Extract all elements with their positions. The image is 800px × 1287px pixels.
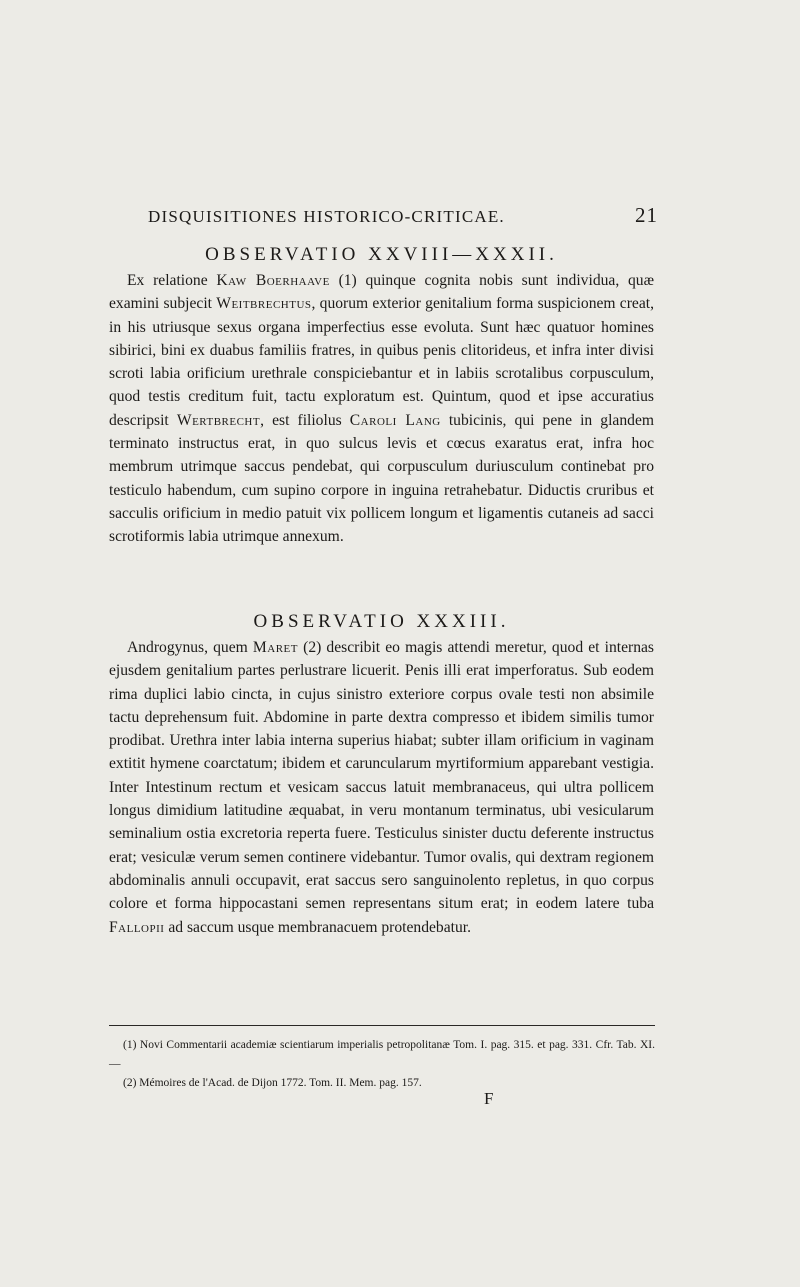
observation-paragraph: [109, 636, 654, 939]
footnote-rule: [109, 1025, 655, 1026]
footnote: (2) Mémoires de l'Acad. de Dijon 1772. Tom. II. Mem. pag. 157.: [123, 1077, 422, 1089]
page-number: 21: [635, 203, 658, 227]
observation-heading: OBSERVATIO XXXIII.: [253, 611, 510, 632]
signature-mark: F: [484, 1089, 494, 1108]
observation-paragraph: [109, 269, 654, 549]
text-run: , est filiolus: [260, 411, 350, 429]
text-run: tubicinis, qui pene in glandem terminato instructus erat, in quo sulcus levis et cœcus exaratus erat, infra hoc membrum utrimque saccus pendebat, qui corpusculum duriusculum continebat pro testiculo habendum, cum supino corpore in inguina retrahebatur. Diductis cruribus et sacculis orificium in medio patuit vix pollicem longum et ligamentis cutaneis ad sacci scrotiformis labia utrimque annexum.: [109, 411, 654, 546]
text-run: Androgynus, quem: [127, 639, 253, 656]
text-run: ad saccum usque membranacuem protendebatur.: [164, 918, 472, 936]
observation-28-32: [109, 241, 654, 549]
author-name: Weitbrechtus: [216, 295, 312, 313]
author-name: Kaw Boerhaave: [216, 272, 330, 289]
author-name: Wertbrecht: [176, 411, 261, 429]
text-run: (2) describit eo magis attendi meretur, quod et internas ejusdem genitalium partes perlustrare licuerit. Penis illi erat imperforatus. Sub eodem rima duplici labio cincta, in cujus sinistro exteriore corpus ovale testi non absimile tactu deprehensum fuit. Abdomine in parte dextra compresso et ibidem similis tumor prodibat. Urethra inter labia interna superius hiabat; subter illam orificium in vaginam extitit hymene coarctatum; ibidem et caruncularum myrtiformium apparebant vestigia. Inter Intestinum rectum et vesicam saccus latuit membranaceus, qui ultra pollicem longus dimidium latitudine æquabat, in veru montanum terminatus, ubi vesicularum seminalium ostia excretoria reperta fuere. Testiculus sinister ductu deferente instructus erat; vesiculæ verum semen continere videbantur. Tumor ovalis, qui dextram regionem abdominalis annuli occupavit, erat saccus sero sanguinolento repletus, in quo corpus colore et forma hippocastani semen representans situm erat; in eodem latere tuba: [109, 639, 654, 913]
text-run: Ex relatione: [127, 272, 217, 289]
observation-heading: OBSERVATIO XXVIII—XXXII.: [205, 244, 558, 265]
footnote: (1) Novi Commentarii academiæ scientiarum imperialis petropolitanæ Tom. I. pag. 315. et pag. 331. Cfr. Tab. XI. —: [109, 1039, 655, 1070]
observation-33: [109, 608, 654, 939]
running-head: [148, 203, 658, 228]
person-name: Fallopii: [109, 918, 165, 936]
footnotes: [109, 1036, 655, 1093]
running-head-title: DISQUISITIONES HISTORICO-CRITICAE.: [148, 207, 505, 226]
text-run: (1) quinque cognita nobis sunt individua, quæ examini subjecit: [109, 272, 654, 313]
person-name: Caroli Lang: [349, 411, 441, 429]
author-name: Maret: [252, 639, 298, 656]
text-run: , quorum exterior genitalium forma suspicionem creat, in his utriusque sexus organa imperfectius esse evoluta. Sunt hæc quatuor homines sibirici, bini ex duabus familiis fratres, in quibus penis clitorideus, et infra inter divisi scroti labia orificium urethrale conspiciebantur et in labiis scrotalibus corpusculum, quod testis creditum fuit, tactu exploratum est. Quintum, quod et ipse accuratius descripsit: [109, 295, 654, 429]
